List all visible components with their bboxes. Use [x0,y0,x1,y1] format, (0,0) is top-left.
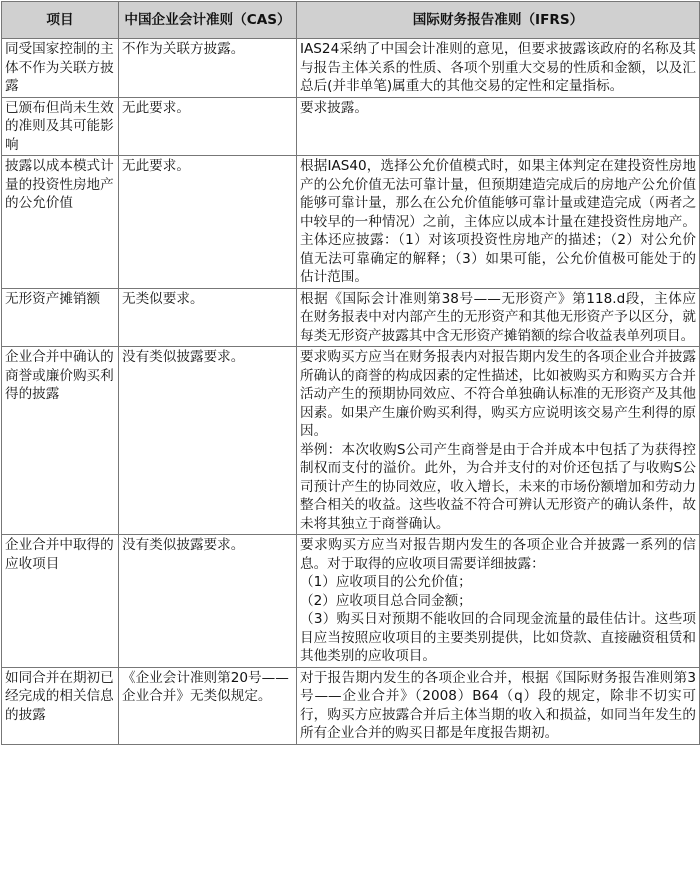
row-item: 企业合并中取得的应收项目 [2,535,119,668]
header-item: 项目 [2,2,119,39]
row-ifrs [297,97,700,156]
row-cas: 无此要求。 [119,97,297,156]
ifrs-paragraph: 要求披露。 [300,99,368,116]
header-ifrs: 国际财务报告准则（IFRS） [297,2,700,39]
row-cas: 没有类似披露要求。 [119,347,297,535]
row-item: 无形资产摊销额 [2,288,119,347]
ifrs-example-paragraph: 举例：本次收购S公司产生商誉是由于合并成本中包括了为获得控制权而支付的溢价。此外，为合并支付的对价还包括了与收购S公司预计产生的协同效应，收入增长，未来的市场份额增加和劳动力整合相关的收益。这些收益不符合可辨认无形资产的确认条件，故未将其独立于商誉确认。 [300,441,696,532]
row-cas: 不作为关联方披露。 [119,39,297,98]
table-row [2,535,700,668]
row-cas: 没有类似披露要求。 [119,535,297,668]
ifrs-list-item: （1）应收项目的公允价值； [300,574,472,590]
row-ifrs [297,667,700,744]
table-row [2,39,700,98]
row-cas: 《企业会计准则第20号——企业合并》无类似规定。 [119,667,297,744]
row-item: 已颁布但尚未生效的准则及其可能影响 [2,97,119,156]
ifrs-paragraph: 根据IAS40，选择公允价值模式时，如果主体判定在建投资性房地产的公允价值无法可靠计量，但预期建造完成后的房地产公允价值能够可靠计量，那么在公允价值能够可靠计量或建造完成（两者之中较早的一种情况）之前，主体应以成本计量在建投资性房地产。主体还应披露：（1）对该项投资性房地产的描述；（2）对公允价值无法可靠确定的解释；（3）如果可能，公允价值极可能处于的估计范围。 [300,158,696,285]
row-item: 披露以成本模式计量的投资性房地产的公允价值 [2,156,119,289]
ifrs-list-item: （3）购买日对预期不能收回的合同现金流量的最佳估计。这些项目应当按照应收项目的主要类别提供，比如贷款、直接融资租赁和其他类别的应收项目。 [300,611,696,664]
ifrs-paragraph: 对于报告期内发生的各项企业合并，根据《国际财务报告准则第3号——企业合并》（2008）B64（q）段的规定，除非不切实可行，购买方应披露合并后主体当期的收入和损益，如同当年发生的所有企业合并的购买日都是年度报告期初。 [300,669,696,741]
table-row [2,347,700,535]
ifrs-paragraph: 根据《国际会计准则第38号——无形资产》第118.d段，主体应在财务报表中对内部产生的无形资产和其他无形资产予以区分，就每类无形资产披露其中含无形资产摊销额的综合收益表单列项目。 [300,290,696,344]
ifrs-paragraph: 要求购买方应当对报告期内发生的各项企业合并披露一系列的信息。对于取得的应收项目需要详细披露： [300,537,696,572]
row-cas: 无类似要求。 [119,288,297,347]
row-ifrs [297,39,700,98]
table-row [2,288,700,347]
row-item: 企业合并中确认的商誉或廉价购买利得的披露 [2,347,119,535]
row-item: 同受国家控制的主体不作为关联方披露 [2,39,119,98]
comparison-table [1,1,700,745]
table-row [2,97,700,156]
row-cas: 无此要求。 [119,156,297,289]
row-ifrs [297,535,700,668]
table-row [2,156,700,289]
header-cas: 中国企业会计准则（CAS） [119,2,297,39]
ifrs-list-item: （2）应收项目总合同金额； [300,592,472,609]
header-row [2,2,700,39]
table-row [2,667,700,744]
row-ifrs [297,156,700,289]
ifrs-paragraph: 要求购买方应当在财务报表内对报告期内发生的各项企业合并披露所确认的商誉的构成因素的定性描述，比如被购买方和购买方合并活动产生的预期协同效应、不符合单独确认标准的无形资产及其他因素。如果产生廉价购买利得，购买方应说明该交易产生利得的原因。 [300,349,696,439]
row-item: 如同合并在期初已经完成的相关信息的披露 [2,667,119,744]
row-ifrs [297,288,700,347]
ifrs-paragraph: IAS24采纳了中国会计准则的意见，但要求披露该政府的名称及其与报告主体关系的性质、各项个别重大交易的性质和金额，以及汇总后(并非单笔)属重大的其他交易的定性和定量指标。 [300,41,696,94]
row-ifrs [297,347,700,535]
